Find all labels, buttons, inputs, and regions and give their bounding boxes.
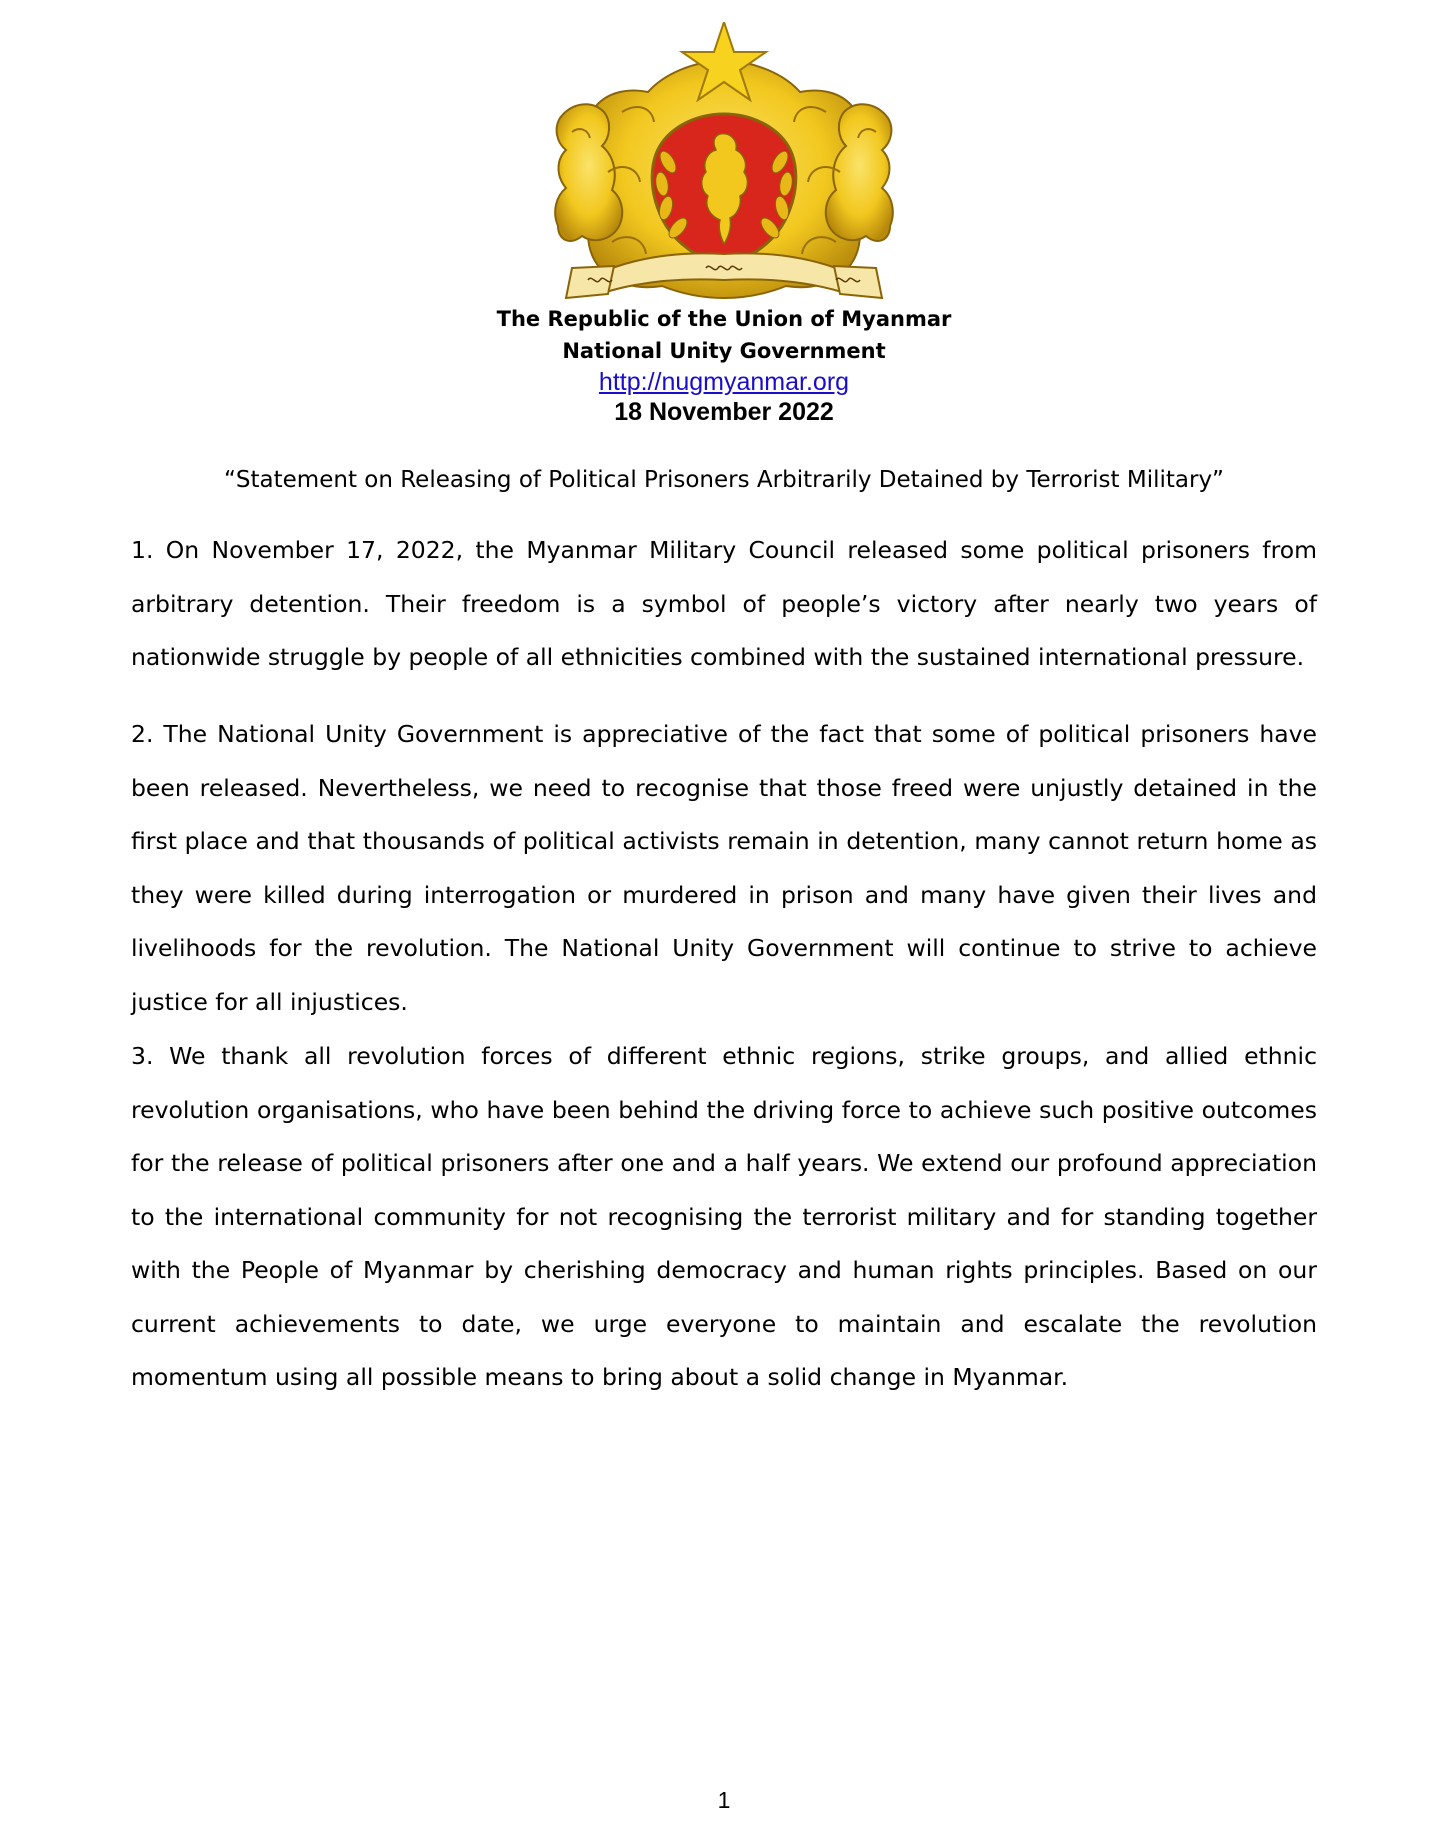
statement-title: “Statement on Releasing of Political Prisoners Arbitrarily Detained by Terrorist Military” <box>224 467 1224 493</box>
government-name: National Unity Government <box>562 339 886 363</box>
website-line <box>0 367 1448 397</box>
statement-date: 18 November 2022 <box>614 398 834 426</box>
page-number: 1 <box>717 1787 731 1813</box>
paragraph-1: 1. On November 17, 2022, the Myanmar Military Council released some political prisoners from arbitrary detention. Their freedom is a symbol of people’s victory after nearly two years of nationwide struggle by people of all ethnicities combined with the sustained international pressure. <box>131 536 1317 671</box>
paragraph-2: 2. The National Unity Government is appreciative of the fact that some of political prisoners have been released. Nevertheless, we need to recognise that those freed were unjustly detained in the first place and that thousands of political activists remain in detention, many cannot return home as they were killed during interrogation or murdered in prison and many have given their lives and livelihoods for the revolution. The National Unity Government will continue to strive to achieve justice for all injustices. <box>131 720 1317 1016</box>
state-seal-icon <box>552 22 896 312</box>
paragraph-3: 3. We thank all revolution forces of different ethnic regions, strike groups, and allied ethnic revolution organisations, who have been behind the driving force to achieve such positive outcomes for the release of political prisoners after one and a half years. We extend our profound appreciation to the international community for not recognising the terrorist military and for standing together with the People of Myanmar by cherishing democracy and human rights principles. Based on our current achievements to date, we urge everyone to maintain and escalate the revolution momentum using all possible means to bring about a solid change in Myanmar. <box>131 1042 1317 1391</box>
website-link[interactable]: http://nugmyanmar.org <box>598 368 850 396</box>
country-name: The Republic of the Union of Myanmar <box>496 307 952 331</box>
